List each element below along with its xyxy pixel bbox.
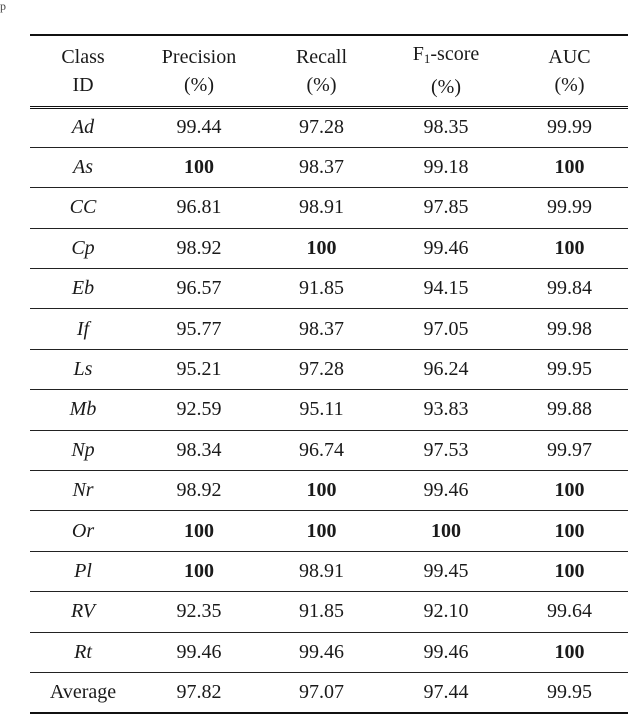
auc-cell: 100	[554, 640, 585, 663]
recall-cell: 91.85	[299, 600, 344, 623]
header-recall	[262, 35, 381, 107]
f1-score-cell: 99.45	[423, 559, 469, 582]
metrics-table	[30, 34, 628, 714]
auc-cell: 100	[554, 156, 585, 179]
table-row	[30, 551, 628, 591]
header-recall-line2: (%)	[306, 73, 337, 96]
table-row	[30, 188, 628, 228]
average-precision-cell: 97.82	[176, 680, 222, 703]
table-row	[30, 228, 628, 268]
header-auc-line2: (%)	[554, 73, 585, 96]
precision-cell: 96.81	[176, 196, 222, 219]
recall-cell: 98.91	[299, 196, 344, 219]
table-row	[30, 309, 628, 349]
auc-cell: 100	[554, 236, 585, 259]
table-row	[30, 147, 628, 187]
average-row	[30, 672, 628, 712]
precision-cell: 99.46	[176, 640, 222, 663]
f1-score-cell: 96.24	[423, 358, 469, 381]
header-f1-line1	[381, 40, 511, 73]
recall-cell: 95.11	[299, 398, 344, 421]
header-auc	[511, 35, 628, 107]
precision-cell: 92.59	[176, 398, 222, 421]
f1-score-cell: 93.83	[423, 398, 469, 421]
precision-cell: 95.21	[176, 358, 222, 381]
class-id-cell: CC	[69, 196, 97, 219]
precision-cell: 98.34	[176, 438, 222, 461]
class-id-cell: Pl	[74, 559, 92, 582]
table-header	[30, 35, 628, 107]
precision-cell: 92.35	[176, 600, 222, 623]
auc-cell: 99.84	[547, 277, 592, 300]
table-row	[30, 632, 628, 672]
class-id-cell: Eb	[71, 277, 95, 300]
recall-cell: 98.37	[299, 156, 344, 179]
page-fragment-mark: p	[0, 0, 6, 13]
average-class-id-cell: Average	[49, 680, 117, 703]
header-precision-line2: (%)	[184, 73, 214, 96]
precision-cell: 99.44	[176, 116, 222, 139]
recall-cell: 99.46	[299, 640, 344, 663]
auc-cell: 99.95	[547, 358, 592, 381]
header-row	[30, 35, 628, 107]
f1-score-cell: 98.35	[423, 116, 469, 139]
recall-cell: 98.91	[299, 559, 344, 582]
precision-cell: 98.92	[176, 479, 222, 502]
auc-cell: 100	[554, 559, 585, 582]
f1-score-cell: 99.18	[423, 156, 469, 179]
class-id-cell: Mb	[69, 398, 97, 421]
f1-score-cell: 92.10	[423, 600, 469, 623]
table-row	[30, 390, 628, 430]
recall-cell: 91.85	[299, 277, 344, 300]
table-row	[30, 269, 628, 309]
header-class-id	[30, 35, 136, 107]
f1-score-cell: 99.46	[423, 236, 469, 259]
header-auc-line1: AUC	[548, 45, 591, 68]
f1-score-cell: 97.85	[423, 196, 469, 219]
f1-score-cell: 99.46	[423, 640, 469, 663]
auc-cell: 99.64	[547, 600, 592, 623]
table-row	[30, 430, 628, 470]
table-row	[30, 349, 628, 389]
auc-cell: 99.99	[547, 196, 592, 219]
average-recall-cell: 97.07	[299, 680, 344, 703]
header-class-id-line2: ID	[72, 73, 94, 96]
f1-score-cell: 94.15	[423, 277, 469, 300]
precision-cell: 98.92	[176, 236, 222, 259]
f1-score-cell: 97.53	[423, 438, 469, 461]
precision-cell: 100	[184, 559, 214, 582]
class-id-cell: As	[73, 156, 93, 179]
table-row	[30, 511, 628, 551]
auc-cell: 99.98	[547, 317, 592, 340]
header-precision-line1: Precision	[161, 45, 237, 68]
header-f1-rest: -score	[430, 43, 480, 66]
header-precision	[136, 35, 262, 107]
table-body	[30, 107, 628, 713]
precision-cell: 100	[184, 519, 214, 542]
average-auc-cell: 99.95	[547, 680, 592, 703]
header-class-id-line1: Class	[61, 45, 105, 68]
class-id-cell: Rt	[74, 640, 92, 663]
auc-cell: 100	[554, 519, 585, 542]
table-row	[30, 592, 628, 632]
recall-cell: 98.37	[299, 317, 344, 340]
precision-cell: 100	[184, 156, 214, 179]
f1-score-cell: 97.05	[423, 317, 469, 340]
header-f1-score	[381, 35, 511, 107]
class-id-cell: RV	[70, 600, 96, 623]
class-id-cell: Ls	[73, 358, 93, 381]
class-id-cell: Np	[71, 438, 95, 461]
precision-cell: 96.57	[176, 277, 222, 300]
recall-cell: 100	[306, 479, 337, 502]
recall-cell: 97.28	[299, 116, 344, 139]
average-f1-score-cell: 97.44	[423, 680, 469, 703]
auc-cell: 99.88	[547, 398, 592, 421]
auc-cell: 99.99	[547, 116, 592, 139]
class-id-cell: If	[76, 317, 90, 340]
recall-cell: 100	[306, 236, 337, 259]
f1-score-cell: 99.46	[423, 479, 469, 502]
recall-cell: 96.74	[299, 438, 344, 461]
class-id-cell: Ad	[71, 116, 95, 139]
recall-cell: 100	[306, 519, 337, 542]
header-f1-letter: F	[412, 43, 424, 66]
table-row	[30, 471, 628, 511]
class-id-cell: Cp	[71, 236, 95, 259]
precision-cell: 95.77	[176, 317, 222, 340]
recall-cell: 97.28	[299, 358, 344, 381]
table-row	[30, 107, 628, 147]
auc-cell: 100	[554, 479, 585, 502]
header-f1-line2: (%)	[431, 76, 461, 99]
class-id-cell: Nr	[72, 479, 94, 502]
f1-score-cell: 100	[431, 519, 461, 542]
header-recall-line1: Recall	[295, 45, 348, 68]
auc-cell: 99.97	[547, 438, 592, 461]
header-f1-subscript: 1	[423, 51, 431, 67]
class-id-cell: Or	[71, 519, 95, 542]
